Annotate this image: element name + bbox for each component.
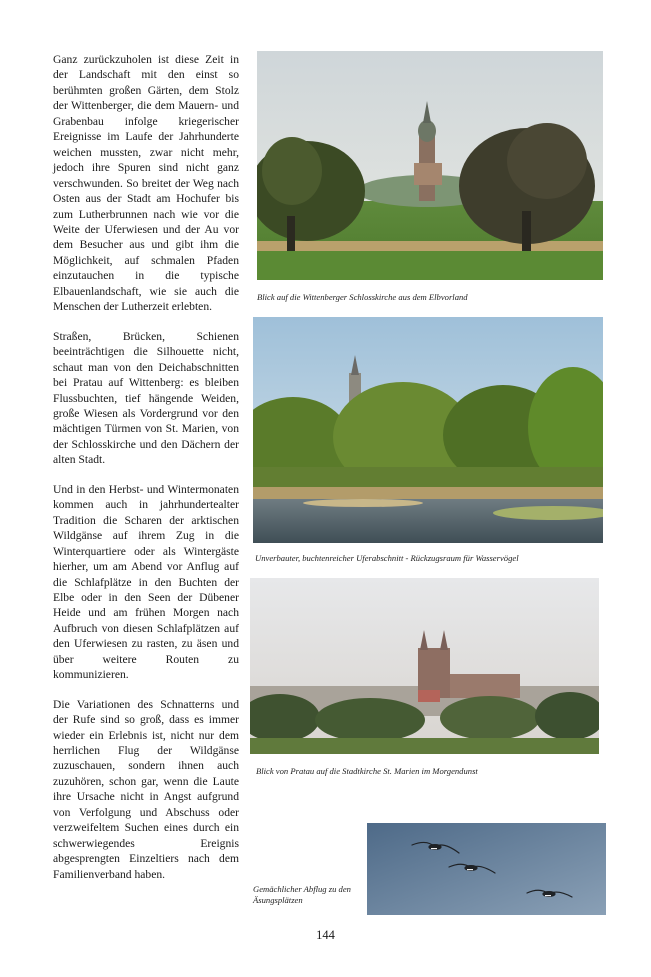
photo-stadtkirche	[250, 578, 599, 754]
paragraph-1: Ganz zurückzuholen ist diese Zeit in der Landschaft mit den einst so berühmten großen Gärten, dem Stolz der Wittenberger, die dem Mauern- und Grabenbau infolge kriegerischer Ereignisse im Laufe der Jahrhunderte weichen mussten, zwar nicht mehr, jedoch ihre Spuren sind nicht ganz verschwunden. So breitet der Weg nach Osten aus der Stadt am Hochufer bis zum Lutherbrunnen nach wie vor die Weite der Uferwiesen und der Au vor dem Besucher aus und gibt ihm die Möglichkeit, auf schmalen Pfaden einzutauchen in die typische Elbauenlandschaft, wie sie auch die Menschen der Lutherzeit erlebten.	[53, 53, 239, 314]
paragraph-3: Und in den Herbst- und Wintermonaten kommen auch in jahrhundertealter Tradition die Scharen der arktischen Wildgänse auf ihrem Zug in die Winterquartiere oder als Wintergäste hierher, um am Abend vor Anflug auf die Schlafplätze in den Buchten der Elbe oder in den Seen der Dübener Heide und am frühen Morgen nach Aufbruch von diesen Schlafplätzen auf den Uferwiesen zu rasten, zu äsen und über weitere Routen zu kommunizieren.	[53, 482, 239, 682]
photo-uferabschnitt	[253, 317, 603, 543]
paragraph-4: Die Variationen des Schnatterns und der Rufe sind so groß, dass es immer wieder ein Erlebnis ist, nicht nur dem herrlichen Flug der Wildgänse zuzuschauen, sondern ihnen auch zuzuhören, schon gar, wenn die Laute ihre Ursache nicht in Angst aufgrund von Verfolgung und Abschuss oder verzweifeltem Suchen eines durch ein schwerwiegendes Ereignis abgesprengten Einzeltiers nach dem Familienverband haben.	[53, 697, 239, 881]
photo-schlosskirche	[257, 51, 603, 280]
paragraph-2: Straßen, Brücken, Schienen beeinträchtigen die Silhouette nicht, schaut man von den Deichabschnitten bei Pratau auf Wittenberg: es bleiben Flussbuchten, tief hängende Weiden, große Wiesen als Vordergrund vor den mächtigen Türmen von St. Marien, von der Schlosskirche und den Dächern der alten Stadt.	[53, 329, 239, 467]
page-number: 144	[316, 928, 335, 942]
body-text-column	[53, 52, 239, 896]
caption-photo-4: Gemächlicher Abflug zu den Äsungsplätzen	[253, 884, 351, 905]
photo-wildgaense	[367, 823, 606, 915]
caption-photo-2: Unverbauter, buchtenreicher Uferabschnitt - Rückzugsraum für Wasservögel	[255, 553, 519, 563]
caption-photo-1: Blick auf die Wittenberger Schlosskirche aus dem Elbvorland	[257, 292, 468, 302]
caption-photo-3: Blick von Pratau auf die Stadtkirche St. Marien im Morgendunst	[256, 766, 478, 776]
